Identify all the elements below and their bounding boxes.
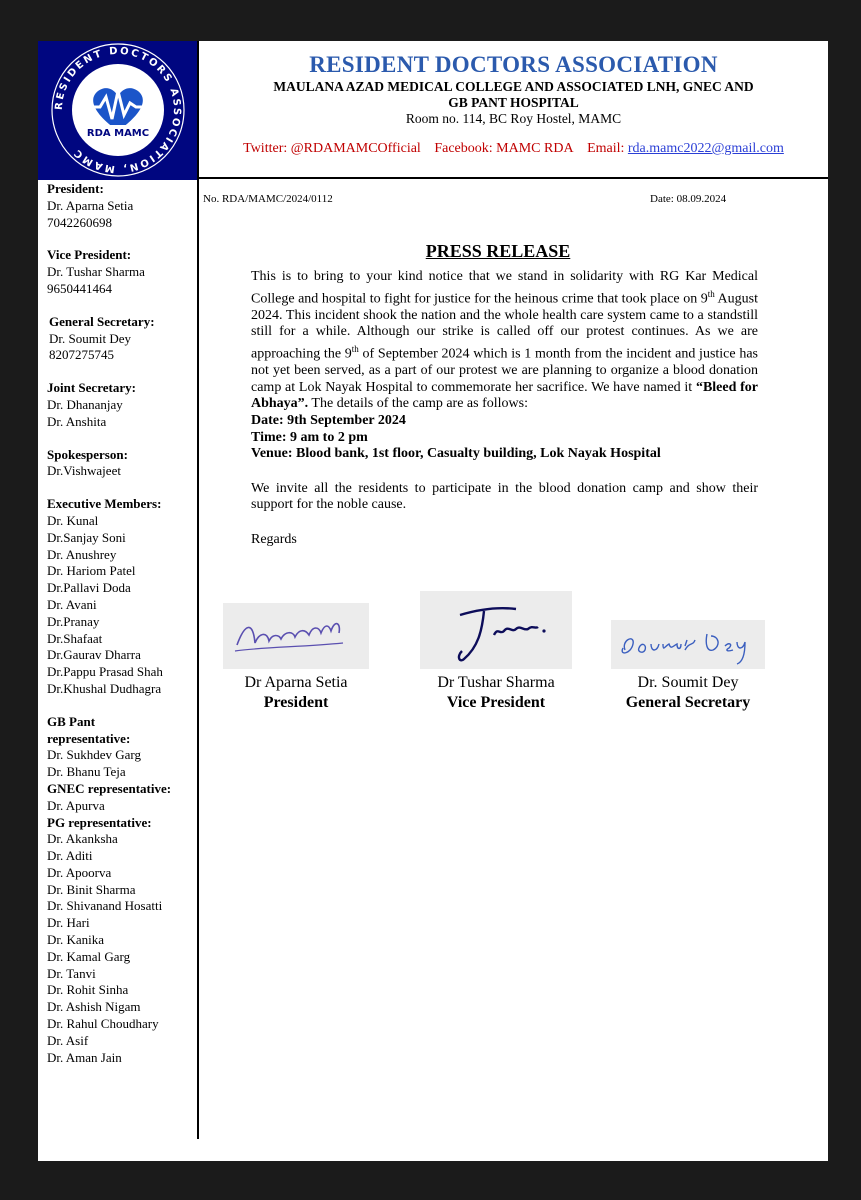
camp-time: Time: 9 am to 2 pm bbox=[251, 429, 368, 445]
pg-representative: Dr. Shivanand Hosatti bbox=[47, 898, 163, 914]
pg-representative: Dr. Hari bbox=[47, 915, 90, 931]
vice-president-name: Dr. Tushar Sharma bbox=[47, 264, 145, 280]
executive-members-label: Executive Members: bbox=[47, 496, 162, 512]
signatory-role: Vice President bbox=[446, 694, 546, 711]
signatory-role: President bbox=[263, 694, 329, 711]
executive-member: Dr. Hariom Patel bbox=[47, 563, 136, 579]
signature-image bbox=[223, 603, 369, 669]
pg-representative: Dr. Akanksha bbox=[47, 831, 118, 847]
contact-line bbox=[199, 141, 828, 157]
general-secretary-name: Dr. Soumit Dey bbox=[49, 330, 131, 346]
vice-president-phone: 9650441464 bbox=[47, 280, 112, 296]
letterhead-header bbox=[199, 53, 828, 157]
spokesperson-name: Dr.Vishwajeet bbox=[47, 463, 121, 479]
regards: Regards bbox=[251, 532, 297, 548]
twitter-handle[interactable]: Twitter: @RDAMAMCOfficial bbox=[243, 141, 421, 156]
gnec-label: GNEC representative: bbox=[47, 780, 172, 796]
joint-secretary-name: Dr. Anshita bbox=[47, 413, 107, 429]
executive-member: Dr.Shafaat bbox=[47, 630, 103, 646]
signature-block-president bbox=[221, 603, 371, 713]
signature-block-vice-president bbox=[420, 591, 572, 713]
sidebar-divider bbox=[197, 41, 199, 1139]
joint-secretary-name: Dr. Dhananjay bbox=[47, 396, 123, 412]
signatory-name: Dr Aparna Setia bbox=[244, 674, 348, 691]
invite-paragraph: We invite all the residents to participate in the blood donation camp and show their support for the noble cause. bbox=[251, 480, 758, 513]
pg-representative: Dr. Kanika bbox=[47, 932, 105, 948]
header-divider bbox=[197, 177, 828, 179]
executive-member: Dr. Kunal bbox=[47, 512, 99, 528]
executive-member: Dr.Khushal Dudhagra bbox=[47, 680, 162, 696]
body-paragraph: This is to bring to your kind notice that we stand in solidarity with RG Kar Medical College and hospital to fight for justice for the heinous crime that took place on 9th August 2024. This incident shook the nation and the whole health care system came to a standstill still for a while. Although our strike is called off our protest continues. As we are approaching the 9th of September 2024 which is 1 month from the incident and justice has not yet been served, as a part of our protest we are planning to organize a blood donation camp at Lok Nayak Hospital to commemorate her sacrifice. We have named it “Bleed for Abhaya”. The details of the camp are as follows: bbox=[251, 269, 758, 412]
joint-secretary-label: Joint Secretary: bbox=[47, 380, 136, 396]
letterhead-page bbox=[38, 41, 828, 1161]
pg-representative: Dr. Aditi bbox=[47, 848, 93, 864]
press-release-title: PRESS RELEASE bbox=[425, 241, 571, 261]
email-link[interactable]: rda.mamc2022@gmail.com bbox=[627, 141, 784, 156]
pg-representative: Dr. Apoorva bbox=[47, 864, 112, 880]
gnec-representative: Dr. Apurva bbox=[47, 797, 105, 813]
letter-date: Date: 08.09.2024 bbox=[650, 193, 727, 205]
signature-block-general-secretary bbox=[608, 620, 768, 713]
pg-representative: Dr. Aman Jain bbox=[47, 1049, 122, 1065]
signatory-name: Dr Tushar Sharma bbox=[437, 674, 555, 691]
pg-representative: Dr. Rohit Sinha bbox=[47, 982, 129, 998]
executive-member: Dr.Gaurav Dharra bbox=[47, 647, 141, 663]
signature-image bbox=[420, 591, 572, 669]
college-line-1: MAULANA AZAD MEDICAL COLLEGE AND ASSOCIATED LNH, GNEC AND bbox=[273, 79, 754, 94]
gb-pant-representative: Dr. Sukhdev Garg bbox=[47, 747, 142, 763]
signature-image bbox=[611, 620, 765, 669]
executive-member: Dr.Sanjay Soni bbox=[47, 529, 126, 545]
email-label: Email: bbox=[587, 141, 628, 156]
facebook-handle[interactable]: Facebook: MAMC RDA bbox=[434, 141, 574, 156]
pg-representative: Dr. Ashish Nigam bbox=[47, 999, 141, 1015]
rda-logo-emblem bbox=[38, 41, 198, 180]
president-phone: 7042260698 bbox=[47, 214, 112, 230]
camp-date: Date: 9th September 2024 bbox=[251, 413, 406, 429]
office-bearers-sidebar bbox=[47, 181, 197, 1066]
executive-member: Dr.Pappu Prasad Shah bbox=[47, 664, 163, 680]
logo-label: RDA MAMC bbox=[86, 128, 150, 139]
executive-member: Dr.Pranay bbox=[47, 613, 100, 629]
executive-member: Dr. Avani bbox=[47, 596, 97, 612]
general-secretary-label: General Secretary: bbox=[49, 313, 155, 329]
president-name: Dr. Aparna Setia bbox=[47, 197, 134, 213]
rda-logo bbox=[38, 41, 198, 180]
address-line: Room no. 114, BC Roy Hostel, MAMC bbox=[405, 111, 622, 126]
camp-venue: Venue: Blood bank, 1st floor, Casualty building, Lok Nayak Hospital bbox=[251, 446, 661, 462]
gb-pant-representative: Dr. Bhanu Teja bbox=[47, 764, 126, 780]
pg-representative: Dr. Tanvi bbox=[47, 965, 96, 981]
general-secretary-phone: 8207275745 bbox=[49, 347, 114, 363]
signatory-name: Dr. Soumit Dey bbox=[637, 674, 739, 691]
executive-member: Dr. Anushrey bbox=[47, 546, 117, 562]
pg-label: PG representative: bbox=[47, 814, 152, 830]
gb-pant-label-cont: representative: bbox=[47, 730, 131, 746]
camp-name: “Bleed for Abhaya”. bbox=[251, 379, 758, 412]
vice-president-label: Vice President: bbox=[47, 247, 132, 263]
association-name: RESIDENT DOCTORS ASSOCIATION bbox=[309, 52, 718, 77]
signatory-role: General Secretary bbox=[625, 694, 751, 711]
college-line-2: GB PANT HOSPITAL bbox=[448, 95, 579, 110]
pg-representative: Dr. Kamal Garg bbox=[47, 948, 131, 964]
pg-representative: Dr. Binit Sharma bbox=[47, 881, 136, 897]
reference-number: No. RDA/MAMC/2024/0112 bbox=[203, 193, 333, 205]
spokesperson-label: Spokesperson: bbox=[47, 446, 128, 462]
logo-ring-text: RESIDENT DOCTORS ASSOCIATION, MAMC bbox=[53, 45, 183, 175]
executive-member: Dr.Pallavi Doda bbox=[47, 580, 131, 596]
pg-representative: Dr. Asif bbox=[47, 1032, 89, 1048]
pg-representative: Dr. Rahul Choudhary bbox=[47, 1016, 159, 1032]
president-label: President: bbox=[47, 181, 104, 196]
letter-body bbox=[251, 269, 758, 549]
email-contact bbox=[587, 141, 784, 156]
gb-pant-label: GB Pant bbox=[47, 713, 96, 729]
